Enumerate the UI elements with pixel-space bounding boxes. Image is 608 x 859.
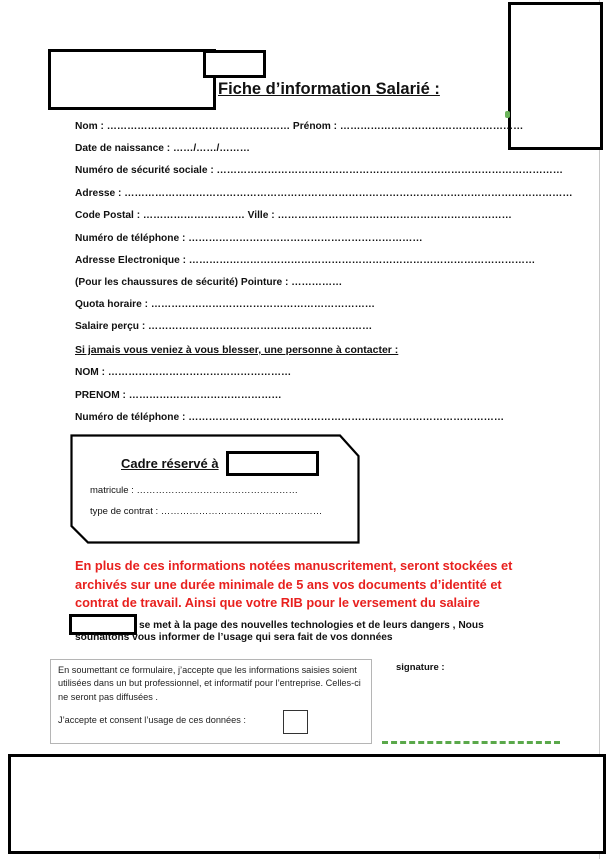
- field-email[interactable]: Adresse Electronique : …………………………………………………………………………………………: [75, 255, 536, 266]
- consent-checkbox[interactable]: [283, 710, 308, 734]
- contact-prenom[interactable]: PRENOM : ………………………………………: [75, 390, 282, 401]
- reserved-title: Cadre réservé à: [121, 456, 219, 471]
- signature-dashed-line: [382, 741, 560, 744]
- page-title: Fiche d’information Salarié :: [218, 80, 440, 98]
- field-matricule[interactable]: matricule : ……………………………………………: [90, 485, 298, 496]
- redacted-company-name: [226, 451, 319, 476]
- contact-heading: Si jamais vous veniez à vous blesser, une personne à contacter :: [75, 344, 399, 356]
- consent-text: En soumettant ce formulaire, j’accepte que les informations saisies soient utilisées dans un but professionnel, et informatif pour l’entreprise. Celles-ci ne seront pas diffusées .: [58, 665, 361, 702]
- contact-telephone[interactable]: Numéro de téléphone : …………………………………………………………………………………: [75, 412, 505, 423]
- green-mark: [505, 111, 510, 118]
- field-adresse[interactable]: Adresse : ……………………………………………………………………………………………………………………: [75, 188, 573, 199]
- redacted-logo-tab: [203, 50, 266, 78]
- redacted-footer-block: [8, 754, 606, 854]
- field-nom-prenom[interactable]: Nom : ……………………………………………… Prénom : ………………………………………………: [75, 121, 524, 132]
- consent-accept-label: J’accepte et consent l’usage de ces données :: [58, 715, 246, 725]
- data-usage-line-1: se met à la page des nouvelles technologies et de leurs dangers , Nous: [139, 620, 484, 631]
- contact-nom[interactable]: NOM : ………………………………………………: [75, 367, 292, 378]
- data-usage-line-2: souhaitons vous informer de l’usage qui sera fait de vos données: [75, 632, 393, 644]
- field-salaire[interactable]: Salaire perçu : …………………………………………………………: [75, 321, 373, 332]
- data-usage-info: [75, 620, 545, 645]
- field-type-contrat[interactable]: type de contrat : ……………………………………………: [90, 506, 323, 517]
- signature-label: signature :: [396, 662, 445, 673]
- field-securite-sociale[interactable]: Numéro de sécurité sociale : …………………………………………………………………………………………: [75, 165, 563, 176]
- field-date-naissance[interactable]: Date de naissance : ……/……/………: [75, 143, 250, 154]
- storage-notice: En plus de ces informations notées manuscritement, seront stockées et archivés sur une durée minimale de 5 ans vos documents d’identité et contrat de travail. Ainsi que votre RIB pour le versement du salaire: [75, 558, 513, 611]
- field-quota-horaire[interactable]: Quota horaire : …………………………………………………………: [75, 299, 375, 310]
- field-code-postal-ville[interactable]: Code Postal : ………………………… Ville : ……………………………………………………………: [75, 210, 512, 221]
- redacted-logo-block: [48, 49, 216, 110]
- field-telephone[interactable]: Numéro de téléphone : ……………………………………………………………: [75, 233, 423, 244]
- field-pointure[interactable]: (Pour les chaussures de sécurité) Pointure : ……………: [75, 277, 343, 288]
